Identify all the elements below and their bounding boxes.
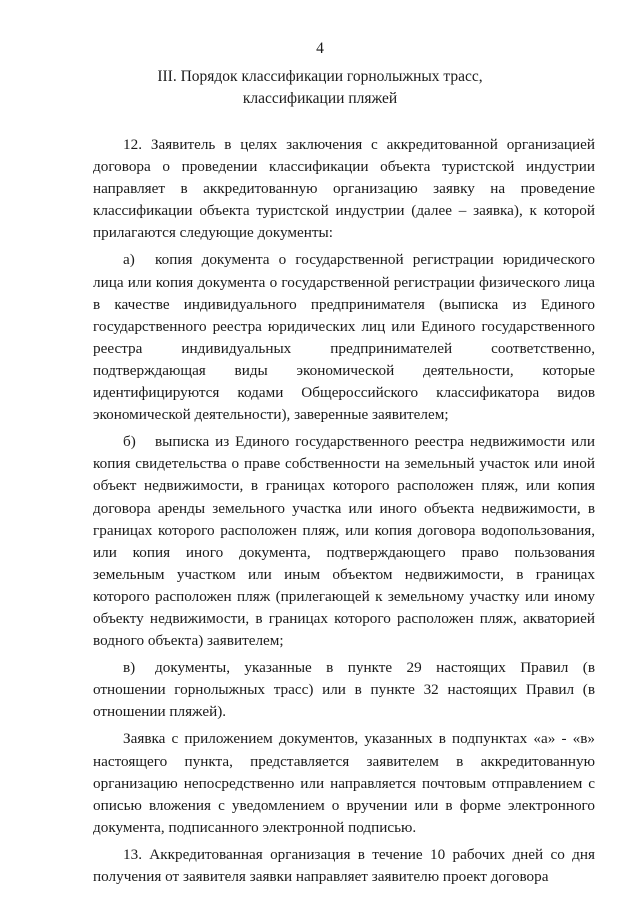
list-item-v-text: документы, указанные в пункте 29 настоящих Правил (в отношении горнолыжных трасс) или в пункте 32 настоящих Правил (в отношении пляжей). (93, 659, 595, 721)
paragraph-application: Заявка с приложением документов, указанных в подпунктах «а» - «в» настоящего пункта, представляется заявителем в аккредитованную организацию непосредственно или направляется почтовым отправлением с описью вложения с уведомлением о вручении или в форме электронного документа, подписанного электронной подписью. (93, 730, 595, 836)
section-heading-line-2: классификации пляжей (242, 90, 398, 107)
list-item-a-label: а) (123, 251, 135, 269)
document-body (93, 134, 595, 888)
page-number: 4 (316, 40, 324, 57)
list-item-b (93, 431, 595, 652)
list-item-v (93, 657, 595, 723)
paragraph-13: 13. Аккредитованная организация в течение 10 рабочих дней со дня получения от заявителя заявки направляет заявителю проект договора (93, 845, 595, 885)
section-heading-line-1: III. Порядок классификации горнолыжных трасс, (157, 68, 483, 85)
paragraph-12: 12. Заявитель в целях заключения с аккредитованной организацией договора о проведении классификации объекта туристской индустрии направляет в аккредитованную организацию заявку на проведение классификации объекта туристской индустрии (далее – заявка), к которой прилагаются следующие документы: (93, 136, 595, 242)
list-item-v-label: в) (123, 659, 136, 677)
section-heading (60, 66, 580, 110)
list-item-b-label: б) (123, 433, 136, 451)
list-item-a-text: копия документа о государственной регистрации юридического лица или копия документа о государственной регистрации физического лица в качестве индивидуального предпринимателя (выписка из Единого государственного реестра юридических лиц или Единого государственного реестра индивидуальных предпринимателей соответственно, подтверждающая виды экономической деятельности, которые идентифицируются кодами Общероссийского классификатора видов экономической деятельности), заверенные заявителем; (93, 251, 595, 424)
list-item-a (93, 249, 595, 426)
list-item-b-text: выписка из Единого государственного реестра недвижимости или копия свидетельства о праве собственности на земельный участок или иной объект недвижимости, в границах которого расположен пляж, или копия договора аренды земельного участка или иного объекта недвижимости, в границах которого расположен пляж, или копия договора водопользования, или копия иного документа, подтверждающего право пользования земельным участком или иным объектом недвижимости, в границах которого расположен пляж (прилегающей к земельному участку или иному объекту недвижимости, в границах которого расположен пляж, акваторией водного объекта) заявителем; (93, 433, 595, 650)
